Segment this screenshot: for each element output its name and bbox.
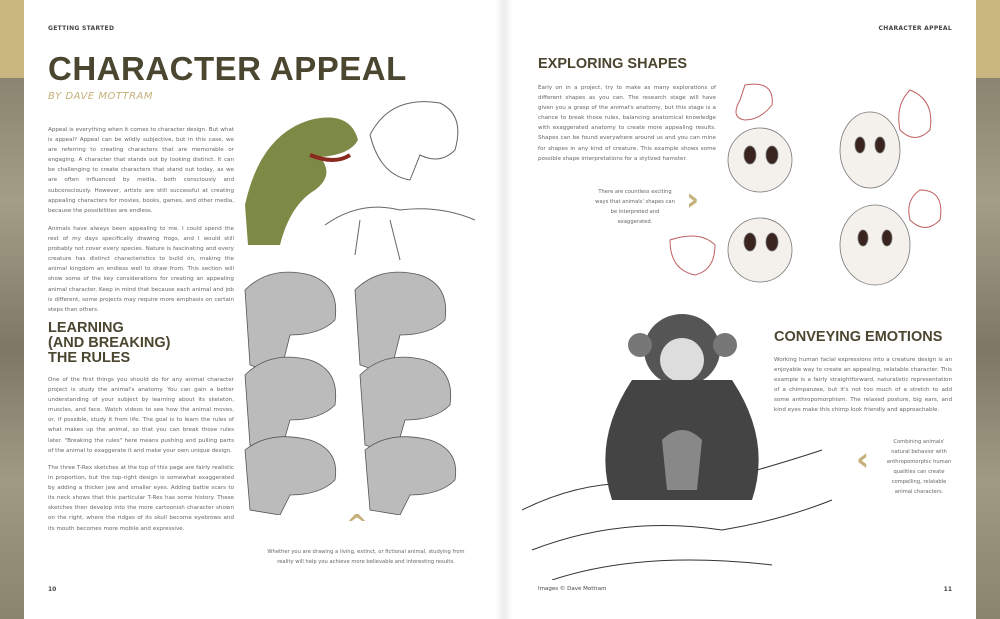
heading-line: (AND BREAKING): [48, 335, 171, 351]
chevron-right-icon: ›: [686, 180, 700, 218]
chimp-figure: [605, 314, 758, 500]
shapes-caption: There are countless exciting ways that animals' shapes can be interpreted and exaggerated.: [595, 189, 675, 225]
page-number-left: 10: [48, 586, 57, 593]
trex-head-sketches: [245, 272, 456, 515]
section-heading-shapes: EXPLORING SHAPES: [538, 56, 688, 72]
heading-line: THE RULES: [48, 350, 131, 366]
trex-color-head: [245, 118, 358, 246]
author-byline: BY DAVE MOTTRAM: [48, 91, 153, 102]
intro-paragraph-1: Appeal is everything when it comes to character design. But what is appeal? Appeal can be wildly subjective, but in this case, we are referring to creating characters that are memorable or engaging. A character that stands out by looking distinct. It can be challenging to create characters that stand out today, as we are often influenced by media, both consciously and subconsciously. However, artists are still successful at creating appealing characters for movies, books, games, and other media, because the possibilities are endless.: [48, 127, 234, 214]
intro-paragraph-2: Animals have always been appealing to me. I could spend the rest of my days specifically drawing frogs, and I would still probably not cover every species. Nature is fascinating and every creature has distinct characteristics to build on, making the animal kingdom an endless well to draw from. This section will show some of the key considerations for creating an appealing animal character. Keep in mind that because each animal and job is different, some projects may require more emphasis on certain steps than others.: [48, 226, 234, 313]
section-heading-emotions: CONVEYING EMOTIONS: [774, 329, 943, 345]
book-gutter: [496, 0, 512, 619]
chevron-left-icon: ‹: [856, 440, 870, 478]
chevron-up-icon: ^: [346, 510, 368, 540]
page-edge-left: [0, 0, 24, 619]
heading-line: LEARNING: [48, 320, 124, 336]
emotions-caption: Combining animals' natural behavior with anthropomorphic human qualities can create compelling, relatable animal characters.: [886, 439, 952, 495]
image-credit: Images © Dave Mottram: [538, 586, 607, 592]
rules-paragraph-1: One of the first things you should do for any animal character project is study the animal's anatomy. You can gain a better understanding of your subject by learning about its skeleton, muscles, and face. Watch videos to see how the animal moves, or, if possible, study it from life. The goal is to learn the rules of what makes up the animal, so that you can break those rules later. "Breaking the rules" here means pushing and pulling parts of the animal to exaggerate it and make your own unique design.: [48, 377, 234, 454]
trex-skull-sketch: [370, 102, 458, 180]
shapes-paragraph: Early on in a project, try to make as many explorations of different shapes as you can. The research stage will have given you a grasp of the animal's anatomy, but this stage is a chance to break those rules, balancing anatomical knowledge with exaggerated anatomy to create more appealing results. Shapes can be found everywhere around us and you can mine for shapes in any kind of creature. This example shows some possible shape interpretations for a stylized hamster.: [538, 85, 716, 162]
page-number-right: 11: [943, 586, 952, 593]
trex-caption: Whether you are drawing a living, extinct, or fictional animal, studying from reality will help you achieve more believable and interesting results.: [267, 549, 465, 565]
hamster-heads: [728, 112, 910, 285]
page-title: CHARACTER APPEAL: [48, 50, 407, 87]
running-head-right: CHARACTER APPEAL: [878, 25, 952, 32]
running-head-left: GETTING STARTED: [48, 25, 115, 32]
hamster-shape-sketches: [660, 70, 955, 300]
page-edge-right: [976, 0, 1000, 619]
trex-illustrations: [240, 95, 490, 515]
rules-paragraph-2: The three T-Rex sketches at the top of this page are fairly realistic in proportion, but the top-right design is somewhat exaggerated by adding a thicker jaw and smaller eyes. Adding battle scars to its neck shows that this particular T-Rex has some history. These sketches then develop into the more cartoonish character shown on the right, where the ridges of its skull become eyebrows and its mouth becomes more mobile and expressive.: [48, 465, 234, 532]
trex-body-sketch: [325, 207, 475, 260]
emotions-paragraph: Working human facial expressions into a creature design is an enjoyable way to create an appealing, relatable character. This example is a fairly straightforward, naturalistic representation of a chimpanzee, but it's not too much of a stretch to add some anthropomorphism. The relaxed posture, big ears, and kind eyes make this chimp look friendly and approachable.: [774, 357, 952, 414]
section-heading-rules: [48, 321, 170, 366]
